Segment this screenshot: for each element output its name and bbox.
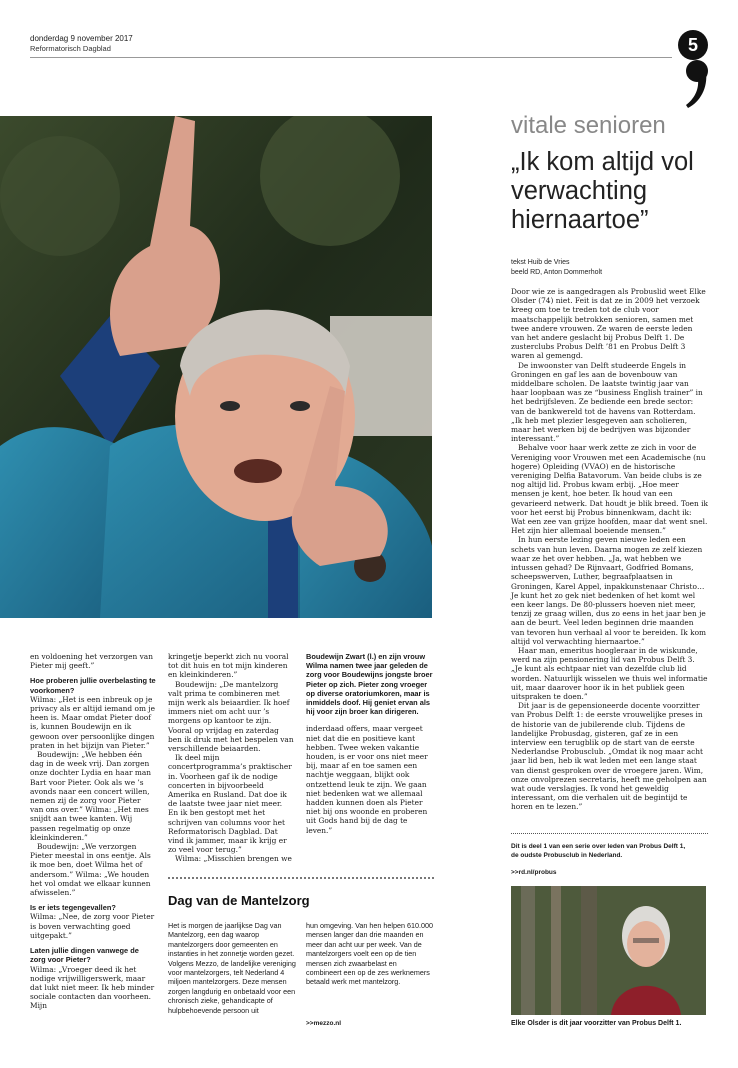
paragraph: Wilma: „Nee, de zorg voor Pieter is boven verwachting goed uitgepakt.” bbox=[30, 912, 155, 940]
paragraph: Boudewijn: „We hebben één dag in de week vrij. Dan zorgen onze dochter Lydia en haar man Bart voor Pieter. Ook als we ’s avonds naar een concert willen, nemen zij de zorg voor Pieter van ons over.” Wilma: „Het mes snijdt aan twee kanten. Wij passen regelmatig op onze kleinkinderen.” bbox=[30, 750, 152, 842]
paragraph: Wilma: „Misschien brengen we bbox=[175, 854, 292, 864]
interview-question: Is er iets tegengevallen? bbox=[30, 903, 116, 913]
paragraph: Ik deel mijn concertprogramma’s praktischer in. Voorheen gaf ik de nodige concerten in bijvoorbeeld Amerika en Rusland. Dat doe ik de laatste twee jaar niet meer. En ik ben gestopt met het schrijven van columns voor het Reformatorisch Dagblad. Dat vind ik jammer, maar ik krijg er zo veel voor terug.” bbox=[168, 753, 292, 855]
box-rule bbox=[168, 877, 434, 879]
interview-question: Hoe proberen jullie overbelasting te voorkomen? bbox=[30, 676, 156, 695]
interview-question: Laten jullie dingen vanwege de zorg voor Pieter? bbox=[30, 946, 139, 965]
article-kicker: vitale senioren bbox=[511, 112, 666, 139]
paragraph: en voldoening het verzorgen van Pieter mij geeft.” bbox=[30, 652, 153, 671]
box-text: Het is morgen de jaarlijkse Dag van Mantelzorg, een dag waarop mantelzorgers door gemeenten en instanties in het zonnetje worden gezet. Volgens Mezzo, de landelijke vereniging voor mantelzorgers, telt Nederland 4 miljoen mantelzorgers. Deze mensen zorgen langdurig en onbetaald voor een chronisch zieke, gehandicapte of hulpbehoevende persoon uit bbox=[168, 921, 296, 1015]
edition-date: donderdag 9 november 2017 bbox=[30, 34, 133, 43]
credit-text: tekst Huib de Vries bbox=[511, 259, 570, 266]
paragraph: kringetje beperkt zich nu vooral tot dit huis en tot mijn kinderen en kleinkinderen.” bbox=[168, 652, 289, 680]
column-2 bbox=[168, 652, 294, 864]
main-photo bbox=[0, 116, 432, 618]
column-3 bbox=[306, 652, 434, 835]
paragraph: Wilma: „Het is een inbreuk op je privacy als er altijd iemand om je heen is. Maar omdat Pieter doof is, kunnen Boudewijn en ik gewoon over persoonlijke dingen praten in het bijzijn van Pieter.” bbox=[30, 694, 155, 750]
article-credits bbox=[511, 258, 602, 278]
paragraph: Door wie ze is aangedragen als Probuslid weet Elke Olsder (74) niet. Feit is dat ze in 2009 het verzoek kreeg om toe te treden tot de club voor maatschappelijk betrokken senioren, samen met twee andere vrouwen. Ze waren de eerste leden van het andere geslacht bij Probus Delft 1. De zusterclubs Probus Delft ’81 en Probus Delft 3 waren al gemengd. bbox=[511, 287, 706, 361]
paragraph: Haar man, emeritus hoogleraar in de wiskunde, werd na zijn pensionering lid van Probus Delft 3. „Je kunt als echtpaar niet van dezelfde club lid worden. Natuurlijk wisselen we thuis wel informatie uit, maar daarover hoor ik in het publiek geen uitspraken te doen.” bbox=[511, 645, 708, 701]
paragraph: Boudewijn: „We verzorgen Pieter meestal in ons eentje. Als ik moe ben, doet Wilma het of andersom.” Wilma: „We houden het vol omdat we elkaar kunnen afwisselen.” bbox=[30, 842, 151, 898]
paragraph: Dit jaar is de gepensioneerde docente voorzitter van Probus Delft 1: de eerste vrouwelijke preses in de historie van de jubilerende club. Tijdens de landelijke Probusdag, gisteren, gaf ze in een interview een terugblik op de start van de eerste Nederlandse Probusclub. „Omdat ik nog maar acht jaar lid ben, heb ik wat leden met een lange staat van dienst gesproken over de vroegere jaren. Wim, onze onvolprezen secretaris, heeft me geholpen aan wat oude verslagjes. Ik vond het geweldig interessant, om die verhalen uit de begintijd te horen en te lezen.” bbox=[511, 701, 707, 812]
photo-caption: Boudewijn Zwart (l.) en zijn vrouw Wilma namen twee jaar geleden de zorg voor Boudewijns jongste broer Pieter op zich. Pieter zong vroeger op diverse oratoriumkoren, maar is inmiddels doof. Hij geniet ervan als hij voor zijn broer kan dirigeren. bbox=[306, 652, 433, 717]
article-headline: „Ik kom altijd vol verwachting hiernaartoe” bbox=[511, 148, 694, 234]
page-number-badge: 5 bbox=[678, 30, 708, 60]
header-rule bbox=[30, 57, 672, 58]
series-link[interactable]: >>rd.nl/probus bbox=[511, 869, 557, 876]
box-column-a bbox=[168, 921, 296, 1015]
comma-logo-icon bbox=[682, 58, 712, 110]
paragraph: Behalve voor haar werk zette ze zich in voor de Vereniging voor Vrouwen met een Academische (nu hogere) Opleiding (VVAO) en de historische vereniging Delfia Batavorum. Van beide clubs is ze nog altijd lid. Probus kwam erbij. „Hoe meer mensen je kent, hoe beter. Ik houd van een gevarieerd netwerk. Dat houdt je blik breed. Toen ik voor het eerst bij Probus binnenkwam, dacht ik: Wat een zee van grijze hoofden, maar dat went snel. Het zijn hier allemaal boeiende mensen.” bbox=[511, 443, 708, 536]
paragraph: De inwoonster van Delft studeerde Engels in Groningen en gaf les aan de bovenbouw van middelbare scholen. De laatste twintig jaar van haar loopbaan was ze “business English trainer” in het bedrijfsleven. Ze bediende een brede sector: van de bankwereld tot de havens van Rotterdam. „Ik heb met plezier lesgegeven aan scholieren, maar het werken bij de bedrijven was bijzonder interessant.” bbox=[511, 360, 703, 444]
dotted-rule bbox=[511, 833, 708, 834]
box-heading: Dag van de Mantelzorg bbox=[168, 893, 310, 908]
series-note-line: Dit is deel 1 van een serie over leden van Probus Delft 1, bbox=[511, 843, 686, 850]
column-1 bbox=[30, 652, 156, 1011]
box-text: hun omgeving. Van hen helpen 610.000 mensen langer dan drie maanden en meer dan acht uur per week. Van de mantelzorgers voelt een op de tien mensen zich zwaarbelast en combineert een op de zes werknemers betaald werk met mantelzorg. bbox=[306, 921, 433, 987]
portrait-photo bbox=[511, 886, 706, 1015]
paragraph: inderdaad offers, maar vergeet niet dat die en positieve kant hebben. Twee weken vakantie houden, is er voor ons niet meer bij, maar af en toe samen een nachtje weggaan, blijkt ook ontzettend leuk te zijn. We gaan niet bedenken wat we allemaal hadden kunnen doen als Pieter niet bij ons woonde en proberen uit Gods hand bij de dag te leven.” bbox=[306, 724, 428, 835]
series-note-line: de oudste Probusclub in Nederland. bbox=[511, 852, 623, 859]
portrait-caption: Elke Olsder is dit jaar voorzitter van Probus Delft 1. bbox=[511, 1020, 682, 1027]
paragraph: In hun eerste lezing geven nieuwe leden een schets van hun leven. Daarna mogen ze zelf kiezen waar ze het over hebben. „Ja, wat hebben we intussen gehad? De Rijnvaart, Godfried Bomans, scheepswerven, Luther, begraafplaatsen in Groningen, Karel Appel, inpakkunstenaar Christo… Je kunt het zo gek niet bedenken of het komt wel een keer langs. De 80-plussers hoeven niet meer, tenzij ze graag willen, dus zo eens in het jaar ben je aan de beurt. Veel leden beginnen drie maanden van tevoren hun verhaal al voor te bereiden. Ik kom altijd vol verwachting hiernaartoe.” bbox=[511, 535, 707, 646]
newspaper-name: Reformatorisch Dagblad bbox=[30, 44, 111, 53]
box-column-b bbox=[306, 921, 434, 987]
paragraph: Wilma: „Vroeger deed ik het nodige vrijwilligerswerk, maar dat lukt niet meer. Ik heb minder sociale contacten dan voorheen. Mijn bbox=[30, 964, 155, 1011]
right-column-text bbox=[511, 287, 708, 812]
credit-photo: beeld RD, Anton Dommerholt bbox=[511, 269, 603, 276]
mezzo-link[interactable]: >>mezzo.nl bbox=[306, 1020, 342, 1027]
paragraph: Boudewijn: „De mantelzorg valt prima te combineren met mijn werk als beiaardier. Ik hoef immers niet om acht uur ’s morgens op kantoor te zijn. Vooral op vrijdag en zaterdag ben ik druk met het bespelen van verschillende beiaarden. bbox=[168, 679, 294, 754]
series-note bbox=[511, 842, 711, 860]
